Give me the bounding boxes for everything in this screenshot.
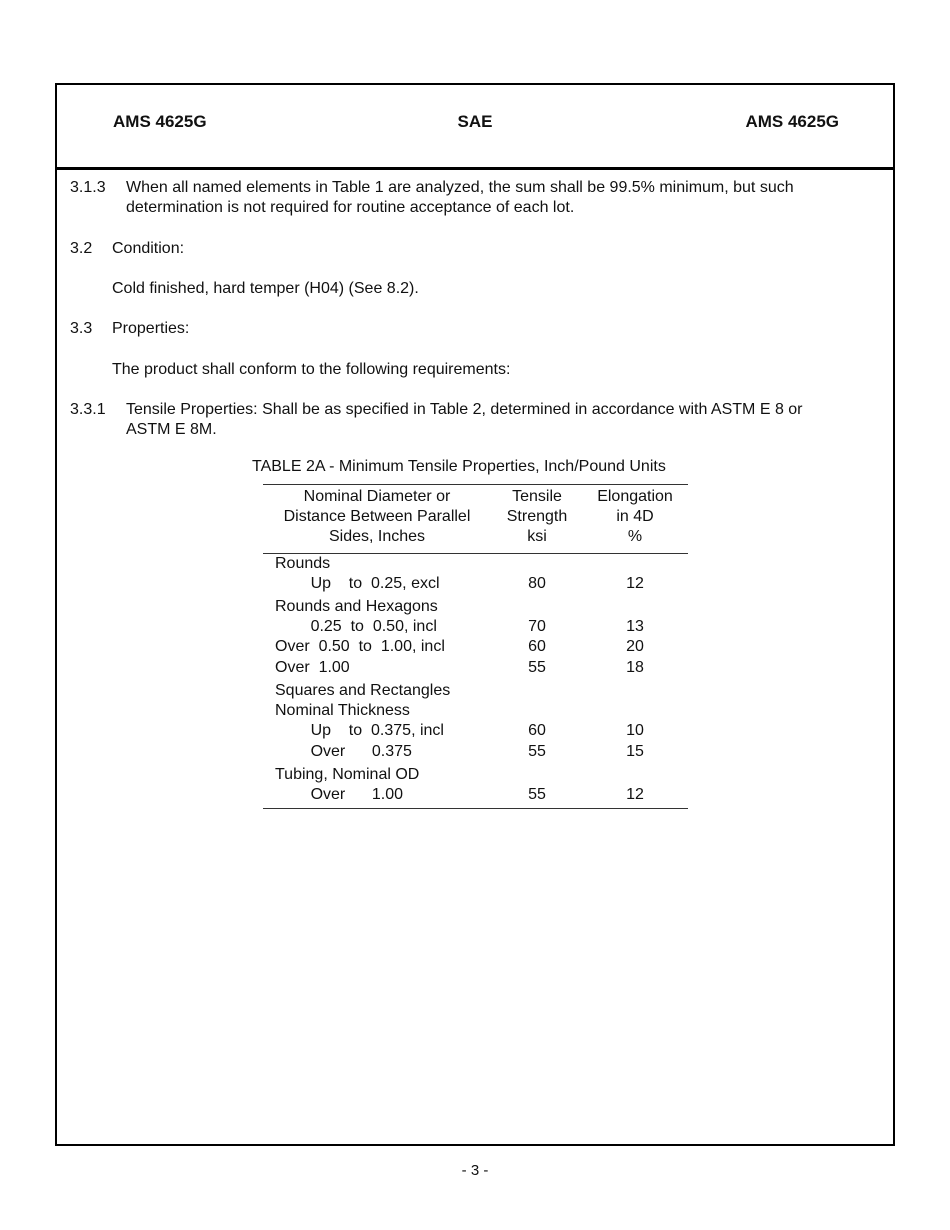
table-cell-elongation: 20 <box>626 638 644 655</box>
table-cell-elongation: 12 <box>626 575 644 592</box>
table-row-label: Over 1.00 <box>275 786 404 803</box>
column-header-elongation: Elongation in 4D % <box>597 488 673 545</box>
column-header-dimension: Nominal Diameter or Distance Between Parallel Sides, Inches <box>283 488 471 545</box>
section-number: 3.3.1 <box>70 401 106 418</box>
table-row-label: Nominal Thickness <box>275 702 410 719</box>
column-header-tensile: Tensile Strength ksi <box>506 488 568 545</box>
table-row-label: Up to 0.25, excl <box>275 575 440 592</box>
header-doc-id-left: AMS 4625G <box>113 112 207 131</box>
page-number: - 3 - <box>461 1162 489 1179</box>
table-row-label: 0.25 to 0.50, incl <box>275 618 437 635</box>
section-number: 3.2 <box>70 240 93 257</box>
table-row-label: Over 0.375 <box>275 743 412 760</box>
table-cell-tensile: 60 <box>528 722 546 739</box>
table-top-rule <box>263 484 688 485</box>
table-cell-elongation: 13 <box>626 618 644 635</box>
page-header <box>57 85 893 170</box>
table-cell-tensile: 55 <box>528 743 546 760</box>
section-text: ASTM E 8M. <box>126 421 217 438</box>
table-cell-tensile: 70 <box>528 618 546 635</box>
section-heading: Properties: <box>112 320 190 337</box>
section-text: The product shall conform to the following requirements: <box>112 361 511 378</box>
table-cell-elongation: 15 <box>626 743 644 760</box>
table-cell-tensile: 55 <box>528 659 546 676</box>
table-cell-tensile: 60 <box>528 638 546 655</box>
table-row-label: Rounds and Hexagons <box>275 598 438 615</box>
table-cell-elongation: 18 <box>626 659 644 676</box>
header-org: SAE <box>457 112 493 131</box>
section-text: determination is not required for routine acceptance of each lot. <box>126 199 575 216</box>
table-cell-elongation: 10 <box>626 722 644 739</box>
section-text: Tensile Properties: Shall be as specified in Table 2, determined in accordance with ASTM E 8 or <box>126 401 803 418</box>
section-text: When all named elements in Table 1 are analyzed, the sum shall be 99.5% minimum, but such <box>126 179 794 196</box>
table-row-label: Over 0.50 to 1.00, incl <box>275 638 445 655</box>
section-number: 3.1.3 <box>70 179 106 196</box>
table-row-label: Tubing, Nominal OD <box>275 766 420 783</box>
header-doc-id-right: AMS 4625G <box>745 112 839 131</box>
section-text: Cold finished, hard temper (H04) (See 8.2). <box>112 280 419 297</box>
table-cell-elongation: 12 <box>626 786 644 803</box>
table-row-label: Squares and Rectangles <box>275 682 451 699</box>
section-number: 3.3 <box>70 320 93 337</box>
table-row-label: Up to 0.375, incl <box>275 722 444 739</box>
table-cell-tensile: 55 <box>528 786 546 803</box>
table-title: TABLE 2A - Minimum Tensile Properties, Inch/Pound Units <box>252 458 666 475</box>
table-cell-tensile: 80 <box>528 575 546 592</box>
table-bottom-rule <box>263 808 688 809</box>
table-row-label: Rounds <box>275 555 331 572</box>
section-heading: Condition: <box>112 240 185 257</box>
table-row-label: Over 1.00 <box>275 659 350 676</box>
